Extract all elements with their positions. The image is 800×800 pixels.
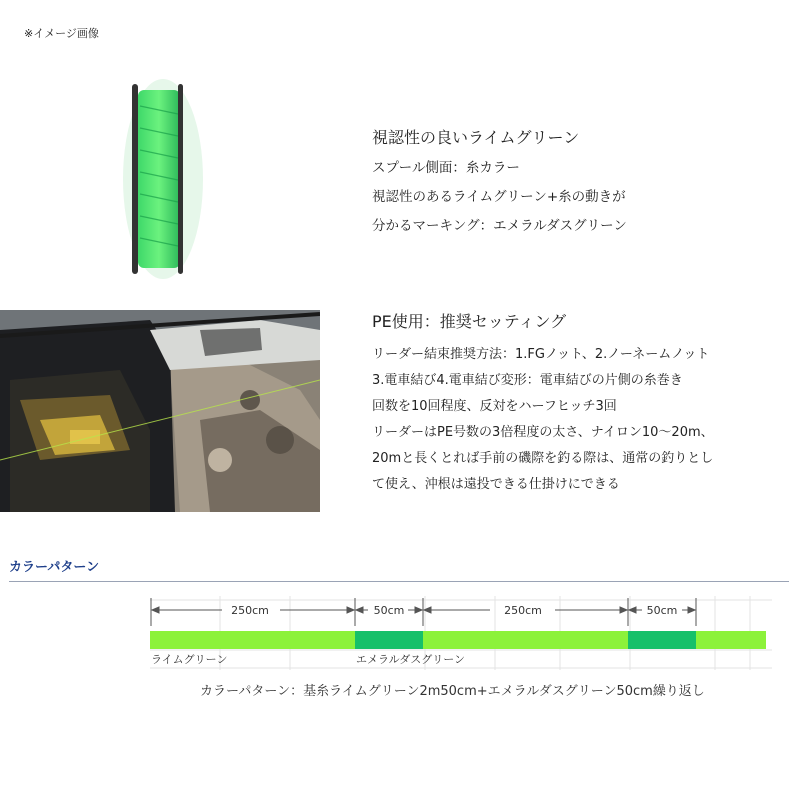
visibility-text-block	[372, 128, 627, 241]
emerald-segment-1	[355, 631, 423, 649]
setting-line-3: 回数を10回程度、反対をハーフヒッチ3回	[372, 399, 617, 414]
lime-segment-3	[696, 631, 766, 649]
color-pattern-diagram	[150, 596, 772, 670]
segment-length-2: 50cm	[373, 604, 405, 617]
visibility-line-3: 分かるマーキング：エメラルダスグリーン	[372, 218, 627, 234]
color-pattern-caption: カラーパターン：基糸ライムグリーン2m50cm+エメラルダスグリーン50cm繰り返し	[200, 684, 705, 699]
segment-length-4: 50cm	[646, 604, 678, 617]
spool-image	[118, 76, 208, 282]
setting-line-2: 3.電車結び4.電車結び変形：電車結びの片側の糸巻き	[372, 373, 683, 388]
visibility-line-2: 視認性のあるライムグリーン+糸の動きが	[372, 189, 626, 205]
section-divider	[9, 581, 789, 582]
lime-segment-1	[150, 631, 355, 649]
fishing-photo	[0, 310, 320, 512]
setting-line-6: て使え、沖根は遠投できる仕掛けにできる	[372, 477, 620, 492]
setting-text-block	[372, 312, 792, 498]
lime-label: ライムグリーン	[151, 653, 228, 666]
setting-heading: PE使用：推奨セッティング	[372, 312, 567, 331]
segment-length-1: 250cm	[231, 604, 269, 617]
emerald-label: エメラルダスグリーン	[356, 653, 466, 666]
segment-length-3: 250cm	[504, 604, 542, 617]
lime-segment-2	[423, 631, 628, 649]
emerald-segment-2	[628, 631, 696, 649]
visibility-heading: 視認性の良いライムグリーン	[372, 128, 580, 147]
setting-line-5: 20mと長くとれば手前の磯際を釣る際は、通常の釣りとし	[372, 451, 714, 466]
setting-line-1: リーダー結束推奨方法：1.FGノット、2.ノーネームノット	[372, 347, 710, 362]
setting-line-4: リーダーはPE号数の3倍程度の太さ、ナイロン10〜20m、	[372, 425, 714, 440]
visibility-line-1: スプール側面：糸カラー	[372, 160, 520, 176]
image-note: ※イメージ画像	[24, 27, 99, 40]
color-pattern-title: カラーパターン	[9, 560, 100, 575]
